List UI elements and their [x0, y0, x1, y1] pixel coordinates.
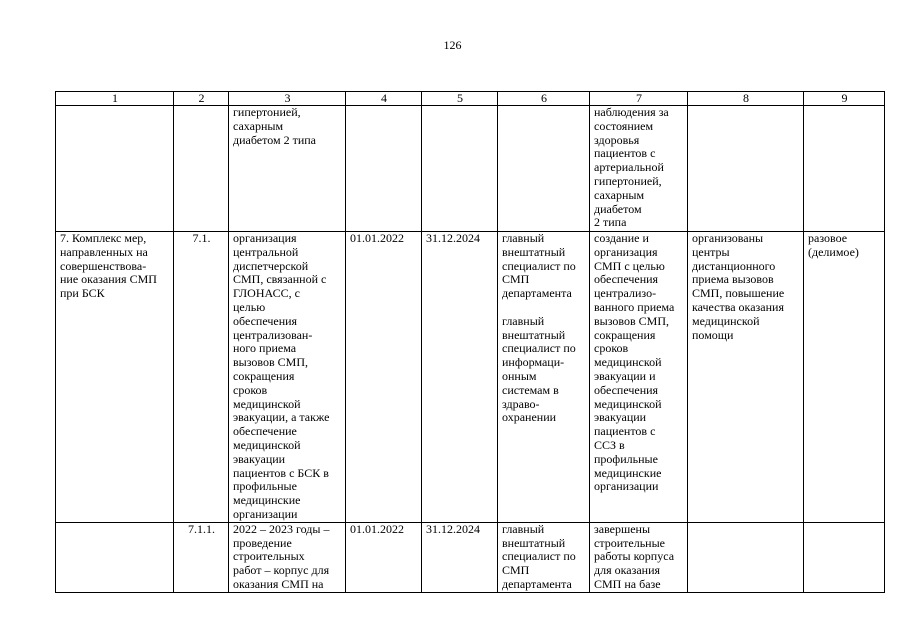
table-cell — [56, 106, 174, 232]
column-header: 8 — [688, 92, 804, 106]
column-header: 3 — [229, 92, 346, 106]
table-cell: организованы центры дистанционного приема вызовов СМП, повышение качества оказания медицинской помощи — [688, 232, 804, 523]
table-cell — [688, 106, 804, 232]
table-cell — [688, 522, 804, 592]
table-cell — [174, 106, 229, 232]
table-cell: наблюдения за состоянием здоровья пациентов с артериальной гипертонией, сахарным диабетом 2 типа — [590, 106, 688, 232]
table-cell: 01.01.2022 — [346, 522, 422, 592]
table-cell: 2022 – 2023 годы – проведение строительных работ – корпус для оказания СМП на — [229, 522, 346, 592]
table-cell: 31.12.2024 — [422, 522, 498, 592]
column-header: 6 — [498, 92, 590, 106]
column-header: 7 — [590, 92, 688, 106]
table-cell: 7.1. — [174, 232, 229, 523]
table-row — [56, 522, 885, 592]
table-cell — [346, 106, 422, 232]
table-cell: 31.12.2024 — [422, 232, 498, 523]
column-header: 1 — [56, 92, 174, 106]
table-cell — [804, 522, 885, 592]
table-cell: главный внештатный специалист по СМП департамента главный внештатный специалист по информаци- онным системам в здраво- охранении — [498, 232, 590, 523]
table-cell — [498, 106, 590, 232]
table-cell — [56, 522, 174, 592]
table-cell: создание и организация СМП с целью обеспечения централизо- ванного приема вызовов СМП, сокращения сроков медицинской эвакуации и обеспечения медицинской эвакуации пациентов с ССЗ в профильные медицинские организации — [590, 232, 688, 523]
table-cell: завершены строительные работы корпуса для оказания СМП на базе — [590, 522, 688, 592]
table-cell: 7. Комплекс мер, направленных на совершенствова- ние оказания СМП при БСК — [56, 232, 174, 523]
table-row — [56, 232, 885, 523]
column-header: 4 — [346, 92, 422, 106]
table-cell: гипертонией, сахарным диабетом 2 типа — [229, 106, 346, 232]
page-number: 126 — [443, 38, 462, 52]
table-cell: разовое (делимое) — [804, 232, 885, 523]
table-header-row — [56, 92, 885, 106]
column-header: 9 — [804, 92, 885, 106]
table-cell: организация центральной диспетчерской СМП, связанной с ГЛОНАСС, с целью обеспечения централизован- ного приема вызовов СМП, сокращения сроков медицинской эвакуации, а также обеспечение медицинской эвакуации пациентов с БСК в профильные медицинские организации — [229, 232, 346, 523]
table-cell — [804, 106, 885, 232]
column-header: 5 — [422, 92, 498, 106]
table-cell: 01.01.2022 — [346, 232, 422, 523]
table-row — [56, 106, 885, 232]
column-header: 2 — [174, 92, 229, 106]
table-cell — [422, 106, 498, 232]
table-cell: 7.1.1. — [174, 522, 229, 592]
document-table — [55, 91, 885, 593]
table-cell: главный внештатный специалист по СМП департамента — [498, 522, 590, 592]
